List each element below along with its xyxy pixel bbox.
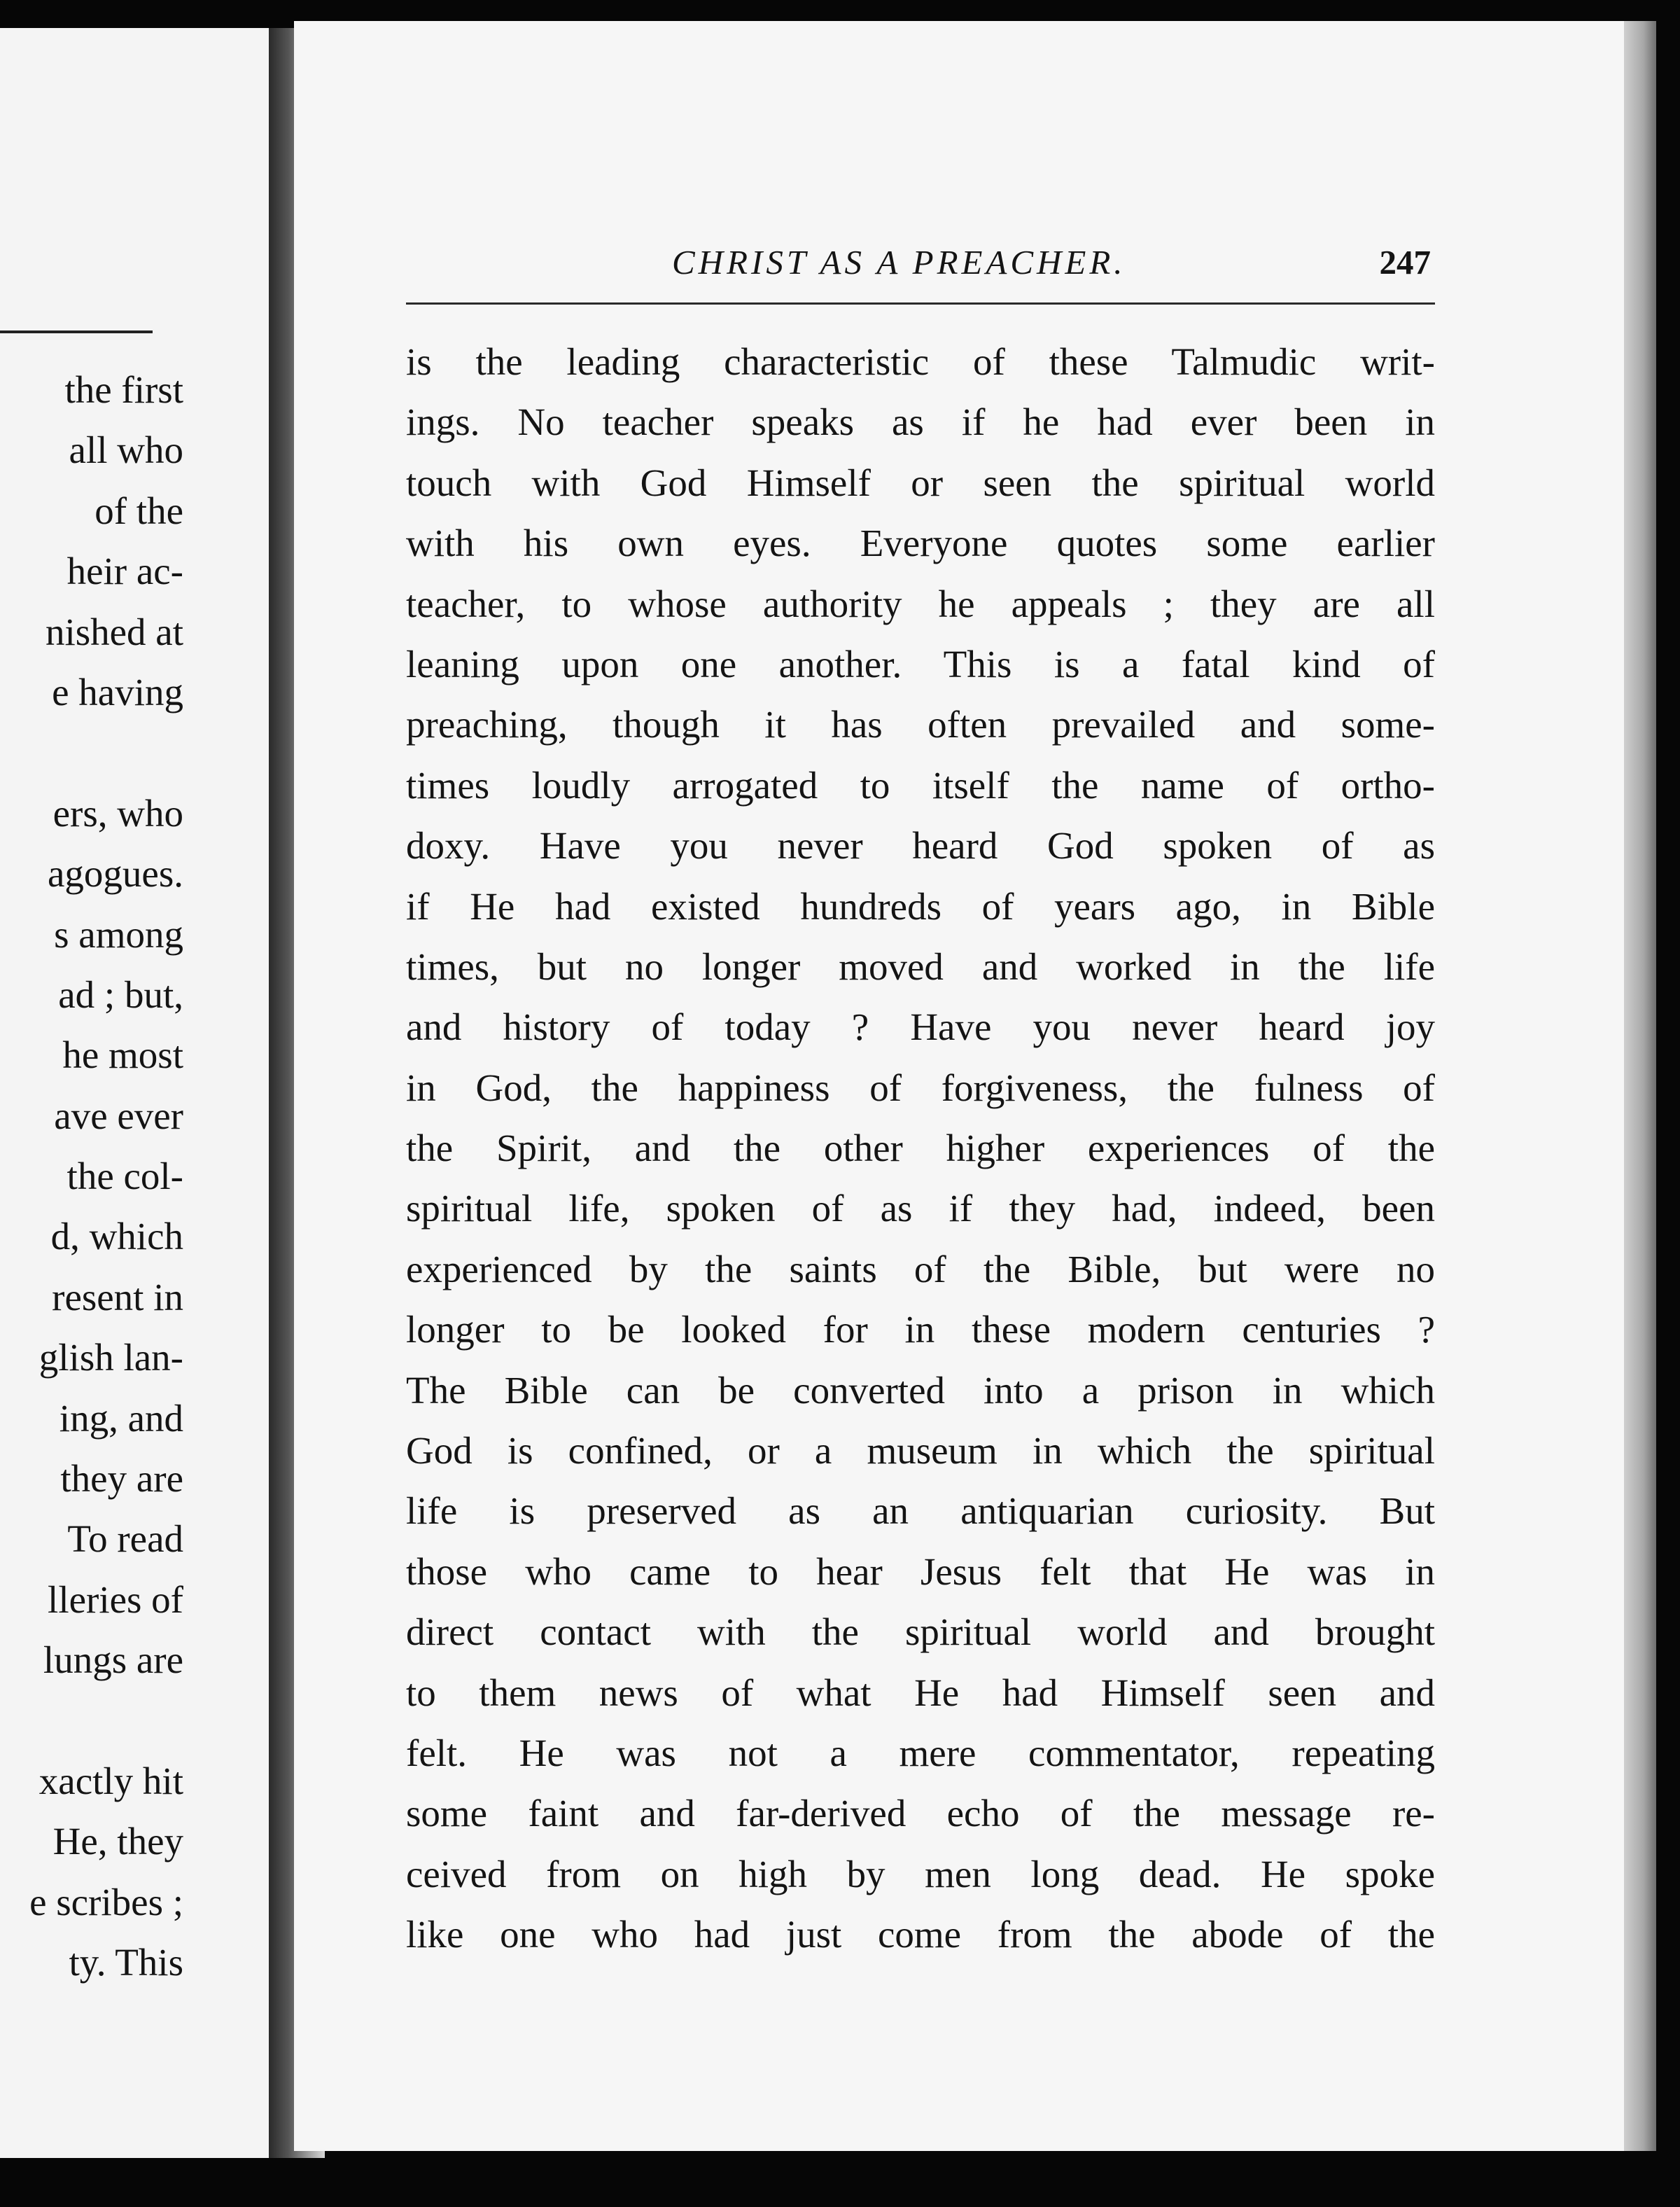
text-line: those who came to hear Jesus felt that He was in (406, 1550, 1435, 1593)
page-header (406, 238, 1435, 287)
text-line: felt. He was not a mere commentator, repeating (406, 1731, 1435, 1774)
left-text-line: s among (54, 912, 183, 956)
text-line: and history of today ? Have you never heard joy (406, 1005, 1435, 1049)
left-text-line: ad ; but, (58, 973, 183, 1016)
text-line: touch with God Himself or seen the spiritual world (406, 461, 1435, 504)
left-text-line: e scribes ; (29, 1880, 183, 1923)
text-line: life is preserved as an antiquarian curiosity. But (406, 1489, 1435, 1533)
page-number: 247 (1379, 243, 1431, 281)
text-line: some faint and far-derived echo of the message re- (406, 1792, 1435, 1835)
text-line: experienced by the saints of the Bible, but were no (406, 1247, 1435, 1290)
left-text-line: they are (60, 1457, 183, 1501)
left-text-line: e having (52, 670, 183, 713)
text-line: times, but no longer moved and worked in the life (406, 945, 1435, 988)
left-text-line: xactly hit (38, 1759, 183, 1802)
text-line: ceived from on high by men long dead. He spoke (406, 1852, 1435, 1895)
left-text-line: nished at (45, 610, 183, 653)
text-line: longer to be looked for in these modern centuries ? (406, 1308, 1435, 1351)
text-line: is the leading characteristic of these Talmudic writ- (406, 340, 1435, 383)
left-text-line: He, they (52, 1820, 183, 1863)
left-text-line (0, 1691, 183, 1751)
left-text-line: heir ac- (66, 550, 183, 593)
left-text-line: lungs are (43, 1638, 183, 1682)
text-line: with his own eyes. Everyone quotes some earlier (406, 522, 1435, 565)
text-line: teacher, to whose authority he appeals ; they are all (406, 582, 1435, 625)
left-text-line: he most (62, 1033, 183, 1077)
left-header-rule (0, 330, 153, 333)
text-line: ings. No teacher speaks as if he had ever been in (406, 401, 1435, 444)
page-edge (1624, 21, 1656, 2151)
header-rule (406, 302, 1435, 305)
left-text-line (0, 723, 183, 783)
text-line: leaning upon one another. This is a fatal kind of (406, 642, 1435, 685)
left-text-line: d, which (50, 1215, 183, 1258)
text-line: in God, the happiness of forgiveness, the fulness of (406, 1066, 1435, 1109)
body-text (406, 332, 1435, 1965)
text-line: spiritual life, spoken of as if they had, indeed, been (406, 1187, 1435, 1230)
text-line: if He had existed hundreds of years ago, in Bible (406, 884, 1435, 928)
text-line: times loudly arrogated to itself the name of ortho- (406, 763, 1435, 807)
running-title: CHRIST AS A PREACHER. (672, 243, 1126, 281)
text-line: to them news of what He had Himself seen and (406, 1671, 1435, 1714)
left-text-line: ave ever (54, 1094, 183, 1137)
left-text-line: ty. This (69, 1941, 183, 1984)
left-text-line: of the (94, 489, 183, 532)
left-text-line: agogues. (48, 852, 183, 896)
left-text-line: all who (69, 429, 183, 472)
left-text-line: glish lan- (38, 1336, 183, 1379)
left-text-line: resent in (52, 1275, 183, 1318)
text-line: God is confined, or a museum in which the spiritual (406, 1429, 1435, 1473)
left-text-line: ing, and (59, 1396, 183, 1440)
left-page-text (0, 360, 183, 1993)
text-line: preaching, though it has often prevailed and some- (406, 703, 1435, 746)
left-text-line: the col- (66, 1155, 183, 1198)
text-line: doxy. Have you never heard God spoken of as (406, 824, 1435, 868)
text-line: like one who had just come from the abode of the (406, 1913, 1435, 1956)
left-text-line: the first (64, 368, 183, 411)
text-line: The Bible can be converted into a prison in which (406, 1368, 1435, 1412)
left-text-line: To read (67, 1517, 183, 1561)
left-text-line: ers, who (52, 791, 183, 835)
text-line: direct contact with the spiritual world and brought (406, 1610, 1435, 1654)
facing-page-left (0, 28, 269, 2158)
text-line: the Spirit, and the other higher experiences of the (406, 1127, 1435, 1170)
left-text-line: lleries of (48, 1578, 183, 1621)
